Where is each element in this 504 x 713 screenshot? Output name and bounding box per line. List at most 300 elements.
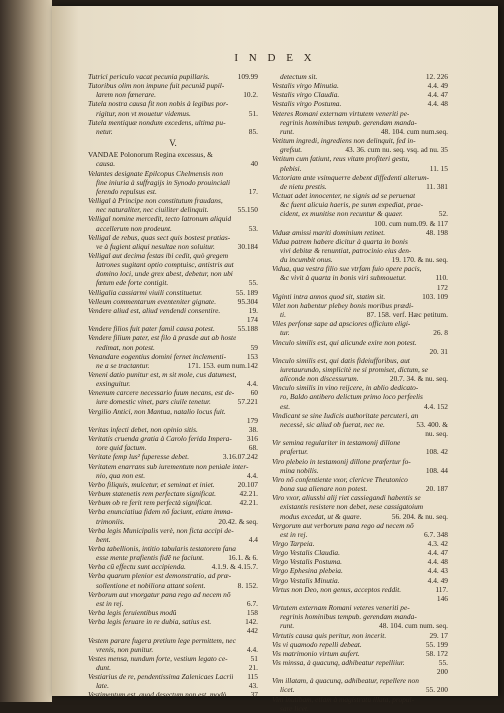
index-entry — [88, 434, 258, 443]
index-entry — [272, 273, 448, 282]
entry-reference — [446, 173, 448, 182]
index-entry — [88, 109, 258, 118]
index-entry — [88, 626, 258, 635]
entry-text: Virgo Tarpeia. — [272, 538, 315, 548]
section-letter: V. — [169, 138, 177, 149]
entry-reference: 58. 172 — [425, 648, 448, 658]
entry-text: Vis matrimonio virtum aufert. — [272, 648, 360, 658]
entry-reference: 3.16.07.242 — [222, 452, 258, 462]
entry-reference — [256, 636, 258, 645]
entry-reference — [446, 356, 448, 365]
entry-reference — [446, 319, 448, 328]
entry-reference: 4.4. 48 — [427, 557, 448, 567]
entry-text: Vinculo similis est, qui datis fideiufforibus, aut — [272, 355, 410, 365]
index-entry — [88, 224, 258, 233]
entry-text: Veritatis cruenda gratia à Carolo ferida Impera- — [88, 434, 232, 444]
entry-text: Vestiarius de re, pendentissima Zalenicaes Lacrii — [88, 672, 234, 682]
index-entry — [272, 219, 448, 228]
entry-text: necessè, sic aliud ob fuerat, nec ne. — [280, 419, 385, 429]
index-entry — [272, 695, 448, 704]
index-entry — [272, 475, 448, 484]
index-entry — [272, 585, 448, 594]
index-entry — [88, 562, 258, 571]
index-entry — [272, 338, 448, 347]
entry-reference: 53. — [248, 223, 258, 233]
entry-reference: 19. 170. & nu. seq. — [391, 255, 448, 265]
index-column-left — [88, 72, 258, 700]
entry-reference: 40 — [250, 159, 258, 169]
index-entry — [272, 365, 448, 374]
entry-text: Viles perfonæ sape ad apsciores officium eligi- — [272, 319, 411, 329]
entry-reference — [446, 502, 448, 511]
entry-reference: 20.7. 34. & nu. seq. — [389, 374, 448, 384]
index-entry — [272, 191, 448, 200]
entry-text: Viro vxor, aliusshi alij riet cassiegandi habentis se — [272, 493, 421, 503]
entry-text: fine iniuria à suffragijs in Synodo prouinciali — [96, 177, 230, 187]
entry-reference: 29. 17 — [429, 630, 448, 640]
entry-text: Verba legis feruientibus modū — [88, 608, 177, 618]
index-entry — [272, 420, 448, 429]
entry-reference — [256, 526, 258, 535]
entry-text: Verba legis feruare in re dubia, satius est. — [88, 617, 212, 627]
entry-text: de nietu prestis. — [280, 181, 327, 191]
entry-reference: 85. — [248, 126, 258, 136]
index-entry — [272, 356, 448, 365]
entry-reference — [446, 704, 448, 713]
index-entry — [88, 590, 258, 599]
index-entry — [272, 264, 448, 273]
entry-text: Vis vi quamodo repelli debeat. — [272, 639, 362, 649]
entry-text: Verba quarum plenior est demonstratio, ad præ- — [88, 571, 232, 581]
index-entry — [272, 173, 448, 182]
entry-text: ro, Baldo antibero delictum primo loco perfeelis — [280, 392, 423, 402]
entry-reference — [446, 457, 448, 466]
index-entry — [88, 498, 258, 507]
entry-text: Vilet non habentur plebey bonis moribus prædi- — [272, 300, 414, 310]
index-entry — [88, 407, 258, 416]
entry-text: Vidua, qua vestra filio sue vtrfam fuio opere pacis, — [272, 264, 422, 274]
entry-text: Vendere filios fuit pater famil causa potest. — [88, 324, 215, 334]
index-entry — [88, 127, 258, 136]
entry-text: Vindicant se sine Iudicis authoritate percuteri, an — [272, 410, 419, 420]
entry-text: Virgo Vestalis Postuma. — [272, 557, 343, 567]
entry-reference: 87. 158. verf. Hæc petitum. — [366, 310, 448, 320]
index-entry — [88, 99, 258, 108]
entry-text: est in rej. — [96, 598, 124, 608]
entry-reference: 57.221 — [237, 397, 258, 407]
entry-reference: 4.4. 47 — [427, 548, 448, 558]
entry-text: Viro plebeio in testamonij dillone præfertur fo- — [272, 456, 411, 466]
index-entry — [272, 99, 448, 108]
index-entry — [272, 566, 448, 575]
entry-text: Tutela nostra causa fit non nobis à legibus por- — [88, 99, 229, 109]
entry-reference: 4.4. 152 — [423, 401, 448, 411]
entry-reference — [446, 154, 448, 163]
entry-text: Vim inutibam, etiam à magistratu illata, propul- — [272, 694, 415, 704]
entry-text: Vim illatam, à quacunq, adhibeatur, repellere non — [272, 676, 419, 686]
index-entry — [272, 667, 448, 676]
index-entry — [88, 333, 258, 342]
entry-text: Vir semina regulariter in testamonij dillone — [272, 438, 401, 448]
entry-text: Vestes mensa, nundum forte, vestium legato ce- — [88, 653, 228, 663]
index-entry — [88, 288, 258, 297]
entry-text: ferendo repulsus est. — [96, 186, 157, 196]
entry-text: Vergilio Antici, non Mantua, natalio locus fuit. — [88, 406, 226, 416]
entry-reference: 158 — [246, 608, 258, 618]
index-entry — [88, 471, 258, 480]
entry-reference: 6.7. 348 — [423, 529, 448, 539]
entry-reference: 19. — [248, 305, 258, 315]
index-entry — [272, 109, 448, 118]
index-entry — [88, 178, 258, 187]
entry-reference — [446, 191, 448, 200]
entry-reference — [256, 81, 258, 90]
entry-text: modus excedat, ut & quare. — [280, 511, 362, 521]
entry-text: Vinculo similis in vino reijcere, in ablio dedicato- — [272, 383, 419, 393]
entry-text: larem non fœnerare. — [96, 90, 157, 100]
entry-text: Virtutem externam Romani veteres veneriti pe- — [272, 603, 410, 613]
index-entry — [88, 663, 258, 672]
entry-reference: 95.304 — [237, 296, 258, 306]
entry-reference: 53. 400. & — [416, 419, 448, 429]
entry-reference — [446, 612, 448, 621]
entry-text: regrinis hominibus tempub. gerendam manda- — [280, 612, 417, 622]
entry-text: ne a se tractantur. — [96, 360, 150, 370]
entry-reference: 26. 8 — [433, 328, 448, 338]
entry-text: Velligalia cassiarmi viuili constituetur. — [88, 287, 203, 297]
entry-reference: 4.4. — [246, 379, 258, 389]
entry-reference — [256, 571, 258, 580]
index-entry — [88, 159, 258, 168]
index-entry — [272, 164, 448, 173]
entry-text: redimat, non potest. — [96, 342, 155, 352]
index-entry — [272, 539, 448, 548]
entry-reference: 4.4. — [246, 470, 258, 480]
index-entry — [88, 654, 258, 663]
entry-text: Vergorum aut verborum pana rego ad necem nō — [272, 520, 414, 530]
index-entry — [272, 457, 448, 466]
entry-reference: 11. 15 — [429, 163, 448, 173]
index-entry — [272, 237, 448, 246]
entry-reference — [256, 269, 258, 278]
index-entry — [88, 361, 258, 370]
index-entry — [88, 297, 258, 306]
index-entry — [272, 246, 448, 255]
entry-text: regrinis hominibus tempub. gerendam manda- — [280, 117, 417, 127]
entry-text: Verbum ob re ferit rem perfectà significat. — [88, 498, 213, 508]
index-entry — [88, 608, 258, 617]
index-entry — [88, 425, 258, 434]
entry-reference: 4.4. 49 — [427, 575, 448, 585]
entry-reference — [446, 237, 448, 246]
entry-reference: 10.2. — [243, 90, 258, 100]
index-entry — [272, 319, 448, 328]
entry-reference — [446, 493, 448, 502]
index-entry — [88, 617, 258, 626]
entry-reference — [256, 233, 258, 242]
entry-reference: 55. — [248, 278, 258, 288]
index-entry — [272, 292, 448, 301]
entry-text: existantis resistere non debet, nese cassigatoium — [280, 502, 424, 512]
index-entry — [272, 118, 448, 127]
index-entry — [272, 484, 448, 493]
entry-text: iure domestic vinet, pars ciuile tenetur. — [96, 397, 211, 407]
index-entry — [272, 466, 448, 475]
index-entry — [88, 205, 258, 214]
entry-reference — [256, 214, 258, 223]
entry-text: Veteres Romani externam virtutem veneriti pe- — [272, 108, 410, 118]
entry-reference: 21. — [248, 663, 258, 672]
index-entry — [88, 379, 258, 388]
index-entry — [88, 553, 258, 562]
entry-reference — [256, 169, 258, 178]
index-entry — [88, 581, 258, 590]
entry-reference — [446, 246, 448, 255]
entry-text: Virtutis causa quis peritur, non incerit. — [272, 630, 387, 640]
entry-text: Vinculo similis est, qui alicunde exire non potest. — [272, 337, 417, 347]
entry-text: Victuat adet innocenter, ne signis ad se peruenat — [272, 191, 416, 201]
entry-reference: 43. 36. cum nu. seq. vsq. ad nu. 35 — [345, 145, 448, 155]
entry-text: nec naturaliter, nec ciuiliter delinquit. — [96, 205, 209, 215]
entry-reference — [256, 178, 258, 187]
index-entry — [88, 517, 258, 526]
entry-text: Velligal à Principe non constitutum fraudans, — [88, 196, 223, 206]
entry-reference — [446, 118, 448, 127]
index-entry — [88, 370, 258, 379]
index-column-right — [272, 72, 448, 713]
entry-reference: 4.4 — [248, 534, 258, 544]
entry-reference — [446, 695, 448, 704]
entry-text: licet. — [280, 685, 295, 695]
index-entry — [88, 315, 258, 324]
entry-text: fœtum ede forte contigit. — [96, 278, 169, 288]
entry-text: nio, qua non est. — [96, 470, 146, 480]
entry-text: vrenis, non punitur. — [96, 644, 154, 654]
entry-text: netur. — [96, 126, 113, 136]
entry-reference — [446, 264, 448, 273]
entry-text: ti. — [280, 310, 286, 320]
entry-text: ve à fugient aliqui nesultae non soluitur. — [96, 241, 215, 251]
entry-reference: 42.21. — [239, 498, 258, 508]
index-entry — [88, 681, 258, 690]
entry-text: Veritas infecti debet, non opinio sitis. — [88, 424, 198, 434]
index-entry — [272, 685, 448, 694]
entry-text: esse mente prafientis fidē ne faciunt. — [96, 553, 204, 563]
index-entry — [88, 81, 258, 90]
entry-text: rigitur, non vt mouetur videmus. — [96, 108, 191, 118]
entry-reference: 11. 381 — [426, 181, 448, 191]
entry-reference: 68. — [248, 443, 258, 453]
entry-text: iuretaurundo, simplicitè ne si promiset, dictum, se — [280, 365, 428, 374]
entry-text: Tutela mentiquæ nondum excedens, ultima pu- — [88, 117, 226, 127]
entry-text: Vestalis virgo Minutia. — [272, 81, 339, 91]
entry-reference — [446, 200, 448, 209]
entry-reference — [446, 475, 448, 484]
index-entry — [272, 301, 448, 310]
entry-reference: 59 — [250, 342, 258, 352]
index-entry — [88, 672, 258, 681]
entry-reference: 4.4. 43 — [427, 566, 448, 576]
entry-reference: 20. 31 — [429, 346, 448, 356]
entry-reference — [446, 603, 448, 612]
entry-reference: 108. 44 — [425, 465, 448, 475]
index-entry — [272, 145, 448, 154]
index-entry — [88, 443, 258, 452]
entry-text: Verborum aut vnorgatur pana rego ad necem nō — [88, 589, 231, 599]
entry-text: Velligal nomine mercedit, tecto latronum aliquid — [88, 214, 232, 224]
entry-reference: 55.150 — [237, 205, 258, 215]
index-entry — [88, 196, 258, 205]
index-entry — [88, 260, 258, 269]
entry-reference — [256, 462, 258, 471]
entry-text: aliconde non discessurum. — [280, 374, 359, 384]
index-entry — [272, 594, 448, 603]
index-entry — [272, 328, 448, 337]
entry-reference: 56. 204. & nu. seq. — [391, 511, 448, 521]
index-entry — [88, 118, 258, 127]
index-entry — [88, 645, 258, 654]
entry-reference — [446, 136, 448, 145]
entry-reference — [256, 407, 258, 416]
entry-text: causa. — [96, 159, 116, 169]
entry-reference — [256, 507, 258, 516]
entry-reference: 4.4. 49 — [427, 81, 448, 91]
index-entry — [88, 187, 258, 196]
entry-reference: 142. — [245, 617, 258, 627]
index-entry — [272, 154, 448, 163]
entry-reference — [446, 521, 448, 530]
index-entry — [88, 352, 258, 361]
index-entry — [272, 640, 448, 649]
entry-text: cident, ex munitise non recuntur & quaer. — [280, 209, 403, 219]
index-entry — [272, 502, 448, 511]
entry-reference — [256, 260, 258, 269]
entry-text: Vis minssa, à quacunq, adhibeatur repelliiur. — [272, 658, 405, 667]
index-entry — [272, 200, 448, 209]
entry-text: trimoniis. — [96, 516, 125, 526]
entry-text: Verbo filiquis, mulcetur, et seminat et iniet. — [88, 479, 215, 489]
index-entry — [272, 512, 448, 521]
entry-text: Venenum carcere necessario fuum necans, est de- — [88, 388, 235, 398]
entry-text: Vetitum cum fatiunt, reus vitam profiteri gestu, — [272, 154, 410, 164]
entry-reference: 8. 152. — [237, 580, 258, 590]
entry-reference: 174 — [246, 315, 258, 325]
index-entry — [88, 544, 258, 553]
index-entry — [272, 255, 448, 264]
entry-text: Virgo Vestalis Minutia. — [272, 575, 340, 585]
entry-text: sollentione et nobiliora attant solent. — [96, 580, 206, 590]
entry-reference: 48. 104. cum num. seq. — [379, 621, 448, 631]
entry-reference: 109.99 — [237, 72, 258, 81]
entry-reference — [446, 411, 448, 420]
entry-text: latrones sugitant optio comptuisc, antistris aut — [96, 260, 234, 270]
entry-text: Verba cū effectu sunt accipienda. — [88, 562, 186, 572]
entry-text: mina nobilis. — [280, 465, 319, 475]
index-entry — [88, 324, 258, 333]
index-entry — [272, 383, 448, 392]
entry-reference: 6.7. — [246, 598, 258, 608]
index-entry — [88, 690, 258, 699]
index-entry — [88, 480, 258, 489]
index-entry — [88, 462, 258, 471]
index-entry — [272, 658, 448, 667]
entry-reference: 16.1. & 6. — [228, 553, 258, 563]
index-entry — [88, 169, 258, 178]
entry-text: Velleum commentarum eventeniter gignate. — [88, 296, 217, 306]
entry-reference: 115 — [247, 672, 258, 682]
entry-reference: 4.4. — [246, 644, 258, 654]
entry-text: Virgo Vestalis Claudia. — [272, 548, 340, 558]
entry-reference — [256, 118, 258, 127]
entry-reference: 55. 199 — [425, 639, 448, 649]
entry-text: Velantes designate Epilcopus Chelmensis non — [88, 168, 224, 178]
entry-reference: 37 — [250, 690, 258, 700]
entry-text: domino loci, unde grex abest, debetur, non ubi — [96, 269, 233, 279]
entry-text: est in rej. — [280, 529, 308, 539]
index-entry — [272, 90, 448, 99]
index-entry — [88, 214, 258, 223]
index-entry — [272, 347, 448, 356]
entry-text: Velligal de rebus, quas sect quis bostest pratias- — [88, 232, 231, 242]
index-entry — [272, 228, 448, 237]
entry-reference: 20.107 — [237, 479, 258, 489]
entry-reference — [256, 590, 258, 599]
index-entry — [272, 429, 448, 438]
index-entry — [272, 72, 448, 81]
entry-text: Venandare eogentius domini fernet inclementi- — [88, 351, 227, 361]
index-entry — [272, 704, 448, 713]
entry-reference: 55. — [438, 658, 448, 667]
entry-reference: 30.184 — [237, 241, 258, 251]
entry-text: sare licet. — [280, 703, 309, 713]
index-entry — [272, 402, 448, 411]
index-page — [52, 6, 498, 713]
entry-text: Verba legis Municipalis verè, non ficta accipi de- — [88, 525, 234, 535]
entry-reference — [256, 150, 258, 159]
entry-reference: 4.3. 42 — [427, 538, 448, 548]
entry-text: Vestem parare fugera pretium lege permittem, nec — [88, 635, 236, 645]
entry-reference — [256, 251, 258, 260]
entry-reference: 17. — [248, 186, 258, 196]
entry-text: prafertur. — [280, 447, 309, 457]
index-entry — [88, 269, 258, 278]
entry-reference — [446, 438, 448, 447]
entry-reference: 60 — [250, 388, 258, 398]
page-header: I N D E X — [234, 52, 316, 64]
entry-text: Vestimentum est, quod desectum non est, modò — [88, 690, 227, 700]
index-entry — [272, 521, 448, 530]
entry-reference: 316 — [246, 434, 258, 444]
entry-reference — [256, 196, 258, 205]
entry-text: Veneni datio punitur est, m sit mole, cus datumest, — [88, 370, 237, 379]
entry-text: bent. — [96, 534, 111, 544]
entry-text: Viro nō confentiente vxor, clericve Theutonico — [272, 474, 408, 484]
index-entry — [88, 150, 258, 159]
index-entry — [88, 251, 258, 260]
entry-reference: 51 — [250, 653, 258, 663]
book-gutter — [0, 0, 52, 702]
entry-reference — [256, 544, 258, 553]
index-entry — [88, 571, 258, 580]
entry-reference: 200 — [436, 667, 448, 677]
entry-reference — [446, 676, 448, 685]
index-entry — [272, 392, 448, 401]
entry-reference: 110. — [435, 273, 448, 283]
index-entry — [272, 136, 448, 145]
entry-text: du incumbit onus. — [280, 255, 333, 265]
index-entry — [272, 182, 448, 191]
entry-text: Tutoribus olim non impune fuit pecuniã pupil- — [88, 81, 225, 91]
